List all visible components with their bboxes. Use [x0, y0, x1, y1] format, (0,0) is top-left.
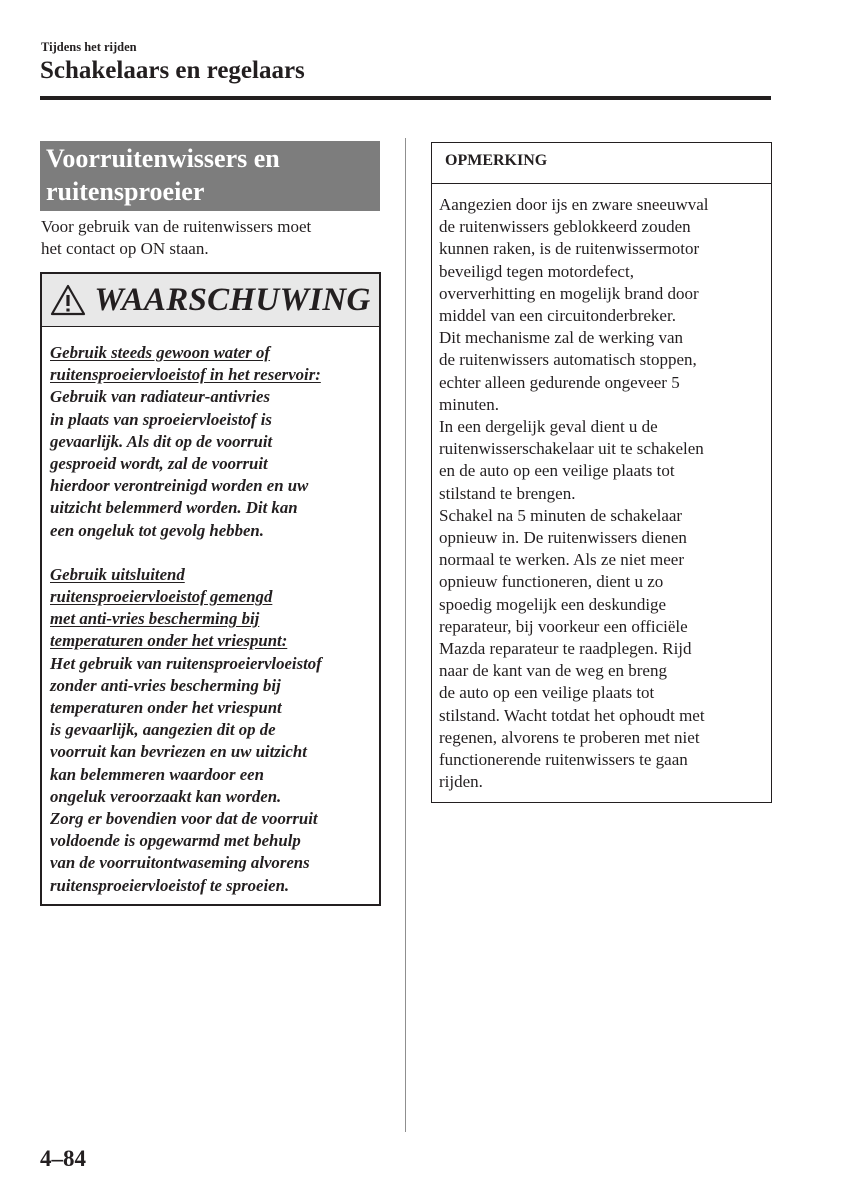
note-line: spoedig mogelijk een deskundige [439, 594, 667, 614]
note-line: stilstand. Wacht totdat het ophoudt met [439, 705, 705, 725]
note-line: regenen, alvorens te proberen met niet [439, 727, 700, 747]
warning-text-line: een ongeluk tot gevolg hebben. [50, 520, 264, 540]
warning-text-line: temperaturen onder het vriespunt [50, 698, 282, 718]
note-line: reparateur, bij voorkeur een officiële [439, 616, 688, 636]
warning-header [42, 274, 379, 327]
note-line: functionerende ruitenwissers te gaan [439, 750, 688, 770]
warning-text-line: ongeluk veroorzaakt kan worden. [50, 786, 282, 806]
warning-title: WAARSCHUWING [94, 281, 371, 318]
title-rule [40, 96, 771, 100]
warning-heading-line: temperaturen onder het vriespunt: [50, 631, 288, 651]
note-line: naar de kant van de weg en breng [439, 661, 667, 681]
note-line: de ruitenwissers automatisch stoppen, [439, 350, 697, 370]
section-heading [40, 141, 380, 211]
warning-text-line: van de voorruitontwaseming alvorens [50, 853, 310, 873]
warning-text-line: zonder anti-vries bescherming bij [50, 675, 281, 695]
warning-text-line: voorruit kan bevriezen en uw uitzicht [50, 742, 307, 762]
note-line: minuten. [439, 394, 499, 414]
note-line: en de auto op een veilige plaats tot [439, 461, 675, 481]
note-line: de auto op een veilige plaats tot [439, 683, 655, 703]
note-line: In een dergelijk geval dient u de [439, 417, 658, 437]
warning-text-line: kan belemmeren waardoor een [50, 764, 264, 784]
note-line: stilstand te brengen. [439, 483, 576, 503]
note-line: middel van een circuitonderbreker. [439, 306, 676, 326]
intro-text [41, 216, 386, 260]
note-line: beveiligd tegen motordefect, [439, 261, 634, 281]
warning-heading-line: met anti-vries bescherming bij [50, 609, 260, 629]
warning-text-line: hierdoor verontreinigd worden en uw [50, 476, 309, 496]
note-line: oververhitting en mogelijk brand door [439, 283, 699, 303]
warning-text-line: is gevaarlijk, aangezien dit op de [50, 720, 276, 740]
warning-text-line: gesproeid wordt, zal de voorruit [50, 454, 268, 474]
warning-text-line: Gebruik van radiateur-antivries [50, 387, 271, 407]
warning-text-line: uitzicht belemmerd worden. Dit kan [50, 498, 298, 518]
warning-text-line: Zorg er bovendien voor dat de voorruit [50, 809, 318, 829]
note-line: Schakel na 5 minuten de schakelaar [439, 505, 683, 525]
note-line: echter alleen gedurende ongeveer 5 [439, 372, 680, 392]
paragraph-gap [50, 542, 371, 564]
page-title: Schakelaars en regelaars [40, 57, 305, 84]
warning-text-line: voldoende is opgewarmd met behulp [50, 831, 301, 851]
warning-body [42, 327, 379, 897]
note-line: normaal te werken. Als ze niet meer [439, 550, 684, 570]
page-number: 4–84 [40, 1146, 86, 1171]
note-line: opnieuw in. De ruitenwissers dienen [439, 528, 687, 548]
warning-text-line: in plaats van sproeiervloeistof is [50, 409, 272, 429]
section-heading-line: ruitensproeier [46, 177, 205, 206]
note-line: Aangezien door ijs en zware sneeuwval [439, 195, 709, 214]
note-box [431, 142, 772, 803]
note-line: Mazda reparateur te raadplegen. Rijd [439, 639, 692, 659]
warning-box [40, 272, 381, 906]
note-line: de ruitenwissers geblokkeerd zouden [439, 217, 691, 237]
section-heading-line: Voorruitenwissers en [46, 144, 280, 173]
warning-triangle-icon [50, 284, 86, 316]
warning-text-line: Het gebruik van ruitensproeiervloeistof [50, 653, 322, 673]
warning-text-line: gevaarlijk. Als dit op de voorruit [50, 431, 273, 451]
warning-heading-line: ruitensproeiervloeistof in het reservoir: [50, 365, 321, 385]
warning-heading-line: Gebruik steeds gewoon water of [50, 343, 271, 362]
note-body-frame [431, 183, 772, 803]
warning-heading-line: Gebruik uitsluitend [50, 564, 185, 584]
note-body [431, 184, 772, 793]
note-line: kunnen raken, is de ruitenwissermotor [439, 239, 700, 259]
note-line: Dit mechanisme zal de werking van [439, 328, 684, 348]
column-divider [405, 138, 406, 1132]
note-line: ruitenwisserschakelaar uit te schakelen [439, 439, 704, 459]
warning-text-line: ruitensproeiervloeistof te sproeien. [50, 875, 290, 895]
note-line: rijden. [439, 772, 483, 792]
note-title: OPMERKING [445, 152, 548, 169]
warning-heading-line: ruitensproeiervloeistof gemengd [50, 587, 273, 607]
note-line: opnieuw functioneren, dient u zo [439, 572, 664, 592]
breadcrumb: Tijdens het rijden [41, 40, 137, 54]
intro-line: Voor gebruik van de ruitenwissers moet [41, 217, 312, 236]
intro-line: het contact op ON staan. [41, 239, 209, 259]
